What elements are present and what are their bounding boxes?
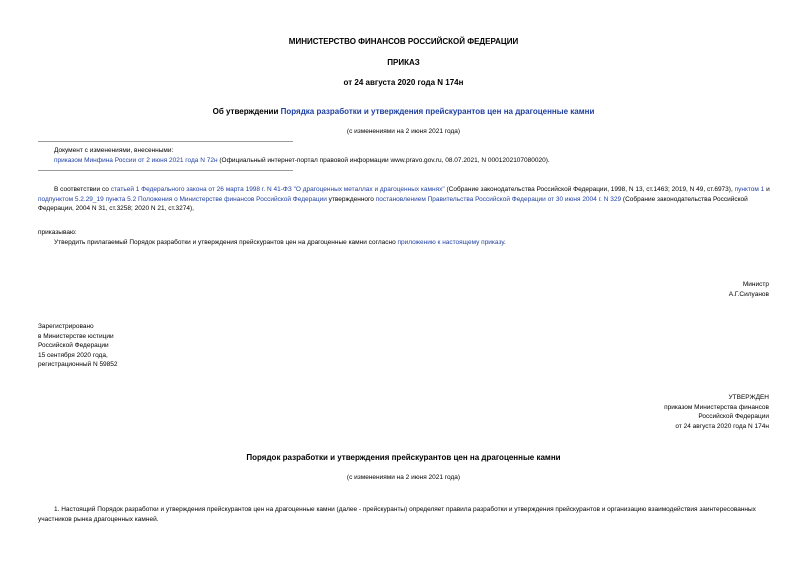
registration-block [38,322,118,370]
approved-block [664,393,769,431]
procedure-title: Порядок разработки и утверждения прейскурантов цен на драгоценные камни [246,453,561,462]
procedure-paragraph-1: 1. Настоящий Порядок разработки и утверждения прейскурантов цен на драгоценные камни (далее - прейскуранты) определяет правила разработки и утверждения прейскурантов и организацию взаимодействия заинтересованных участников рынка драгоценных камней. [38,506,756,523]
amendments-intro: Документ с изменениями, внесенными: [54,147,174,154]
procedure-changes-note: (с изменениями на 2 июня 2021 года) [346,474,461,481]
order-text-end: . [503,239,506,246]
registration-line: Российской Федерации [38,342,109,349]
ministry-heading: МИНИСТЕРСТВО ФИНАНСОВ РОССИЙСКОЙ ФЕДЕРАЦИИ [288,37,519,46]
basis-text-5: (Собрание законодательства Российской Федерации, 2004 N 31, ст.3258; 2020 N 21, ст.3274), [38,195,748,212]
signature-name: А.Г.Силуанов [728,291,769,298]
registration-line: регистрационный N 59852 [38,361,118,368]
registration-line: Зарегистрировано [38,323,94,330]
doc-date-heading: от 24 августа 2020 года N 174н [343,78,464,87]
title-prefix: Об утверждении [212,107,281,116]
basis-text-3: и [764,186,770,193]
amendment-order-link[interactable]: приказом Минфина России от 2 июня 2021 года N 72н [54,157,218,164]
document-title [0,107,807,117]
order-label: приказываю: [38,229,77,236]
order-text-body: Утвердить прилагаемый Порядок разработки и утверждения прейскурантов цен на драгоценные камни согласно [54,239,398,246]
basis-text-4: утвержденного [326,195,376,203]
title-changes-note: (с изменениями на 2 июня 2021 года) [346,128,461,135]
amendment-source: (Официальный интернет-портал правовой информации www.pravo.gov.ru, 08.07.2021, N 0001202107080020). [217,157,550,164]
basis-paragraph [38,185,770,214]
approved-line: от 24 августа 2020 года N 174н [675,422,769,430]
amendments-top-divider [38,141,293,142]
approved-line: Российской Федерации [698,413,769,420]
procedure-title-link[interactable]: Порядка разработки и утверждения прейскурантов цен на драгоценные камни [280,107,595,116]
signature-position: Министр [742,281,769,288]
doc-type-heading: ПРИКАЗ [387,58,420,67]
order-text [54,238,770,248]
registration-line: 15 сентября 2020 года, [38,351,108,359]
approved-line: приказом Министерства финансов [664,403,769,411]
basis-text-2: (Собрание законодательства Российской Федерации, 1998, N 13, ст.1463; 2019, N 49, ст.6973), [444,186,735,193]
amendments-bottom-divider [38,170,293,171]
federal-law-link[interactable]: статьей 1 Федерального закона от 26 марта 1998 г. N 41-ФЗ "О драгоценных металлах и драгоценных камнях" [110,186,445,193]
government-decree-link[interactable]: постановлением Правительства Российской Федерации от 30 июня 2004 г. N 329 [375,195,622,203]
approved-line: УТВЕРЖДЕН [728,394,769,401]
amendments-line [54,156,774,166]
appendix-link[interactable]: приложению к настоящему приказу [397,239,504,246]
point-1-link[interactable]: пунктом 1 [734,186,765,193]
registration-line: в Министерстве юстиции [38,332,114,340]
subpoint-link[interactable]: подпунктом 5.2.29_19 пункта 5.2 Положения о Министерстве финансов Российской Федерации [38,195,327,203]
basis-text-1: В соответствии со [54,186,111,193]
